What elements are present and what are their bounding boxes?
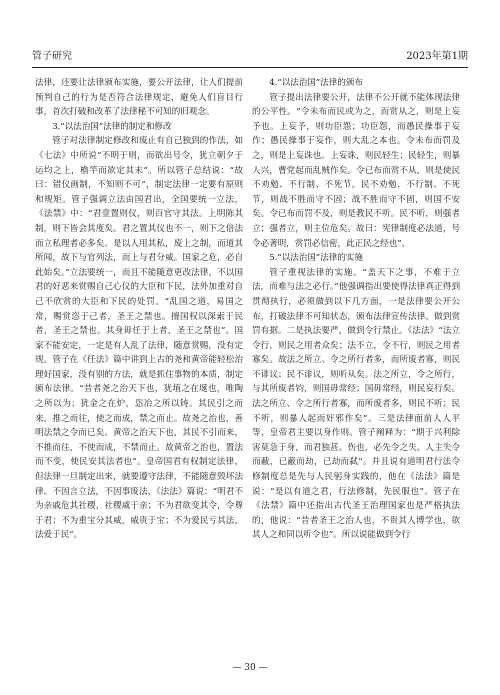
journal-name: 管子研究 <box>32 51 72 62</box>
body-paragraph: 管子提出法律要公开，法律不公开就不能体现法律的公平性。“令未布而民或为之，而赏从之，则是上妄予也。上妄予，则功臣怨；功臣怨，而愚民操事于妄作；愚民操事于妄作，则大乱之本也。令未布而罚及之，则是上妄诛也。上妄诛，则民轻生；民轻生，则暴人兴，曹党起而乱贼作矣。令已布而赏不从，则是使民不劝勉、不行制、不死节。民不劝勉、不行制、不死节，则战不胜而守不固；战不胜而守不固，则国不安矣。令已布而罚不及，则是教民不听。民不听，则强者立；强者立，则主位危矣。故曰：宪律制度必法道，号令必著明，赏罚必信密，此正民之经也”。 <box>252 92 460 249</box>
page-number: — 30 — <box>232 663 268 673</box>
body-paragraph: 法律，还要让法律颁布实施，要公开法律，让人们提前预判自己的行为是否符合法律规定，避免人们盲目行事，首次打破和改革了法律秘不可知的旧观念。 <box>35 78 243 118</box>
section-heading: 4.“以法治国”法律的颁布 <box>269 78 363 88</box>
body-paragraph: 管子对法律制定修改和废止有自己独到的作法，如《七法》中所说“不明于则，而欲出号令，犹立朝夕于运均之上，檐竿而欲定其末”。所以管子总结说：“故曰：错仪画制，不知则不可”，制定法律一定要有原则和规矩。管子强调立法由国君出，全国要统一立法，《法禁》中：“君壹置则仪，则百官守其法。上明陈其制，则下皆会其度矣。君之置其仪也不一，则下之倍法而立私理者必多矣。是以人用其私，废上之制，而道其所闻，故下与官列法，而上与君分威。国家之危，必自此始矣。”立法要统一，而且不能随意更改法律，不以国君的好恶来赏赐自己心仪的大臣和下民，法外加重对自己不欣赏的大臣和下民的处罚。“乱国之道，易国之常，赐赏恣于己者，圣王之禁也。擅国权以深索于民者，圣王之禁也。其身毋任于上者，圣王之禁也”。国家不能安定，一定是有人乱了法律，随意赏赐，没有定规。管子在《任法》篇中讲到上古的尧和黄帝能轻松治理好国家，没有别的方法，就是抓住事物的本质，制定颁布法律。“昔者尧之治天下也，犹埴之在埏也，唯陶之所以为；犹金之在炉，恣冶之所以铸。其民引之而来，推之而往，使之而成，禁之而止。故尧之治也，善明法禁之令而已矣。黄帝之治天下也，其民不引而来，不推而往，不使而成，不禁而止。故黄帝之治也，置法而不变，使民安其法者也”。皇帝国君有权制定法律，但法律一旦制定出来，就要遵守法律，不能随意毁坏法律。不因言立法，不因事废法，《法法》篇说：“明君不为亲戚危其社稷，社稷戚于亲；不为君欲变其令，令尊于君；不为重宝分其威，威贵于宝；不为爱民亏其法，法爱于民”。 <box>35 136 243 541</box>
running-header <box>32 50 468 64</box>
section-heading: 5.“以法治国”法律的实施 <box>269 253 363 264</box>
body-paragraph: 管子重视法律的实施。“盖天下之事，不难于立法，而难与法之必行。”他强调指出要使得法律真正得到贯彻执行，必须做到以下几方面，一是法律要公开公布，打破法律不可知状态，颁布法律宣传法律。做到赏罚有据。二是执法要严，做到令行禁止。《法法》“法立令行，则民之用者众矣；法不立，令不行，则民之用者寡矣。故法之所立、令之所行者多，而所废者寡，则民不诽议；民不诽议，则听从矣。法之所立，令之所行，与其所废者钧，则国毋常经；国毋常经，则民妄行矣。法之所立、令之所行者寡，而所废者多，则民不听；民不听，则暴人起而奸邪作矣”。三是法律面前人人平等，皇帝君主要以身作则。管子阐释为：“期于兴利除害莫急于身，而君独甚。伤也，必先令之失。人主失令而蔽，已蔽而劫，已劫而弑”。并且说有道明君行法令修制度总是先与人民躬身实践的，他在《法法》篇是说：“是以有道之君，行法修制，先民服也”。管子在《法禁》篇中还指出古代圣王治理国家也是严格执法的，他说：“昔者圣王之治人也，不贵其人博学也，欲其人之和同以听令也”。所以说能做到令行 <box>252 267 460 541</box>
header-rule <box>32 67 468 68</box>
issue-label: 2023年第1期 <box>406 51 468 62</box>
section-heading: 3.“以法治国”法律的制定和修改 <box>52 121 172 132</box>
left-column <box>35 76 243 543</box>
right-column <box>252 76 460 543</box>
